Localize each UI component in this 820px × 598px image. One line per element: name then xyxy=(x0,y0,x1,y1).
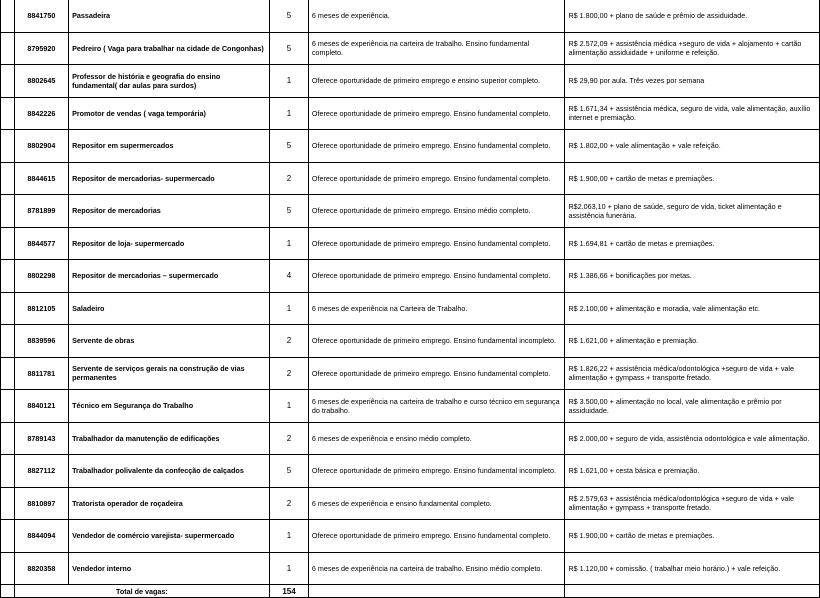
table-row xyxy=(1,260,820,293)
job-benefits: R$ 2.579,63 + assistência médica/odontológica +seguro de vida + vale alimentação + gympass + transporte fretado. xyxy=(565,487,820,520)
job-benefits: R$ 1.120,00 + comissão. ( trabalhar meio horário.) + vale refeição. xyxy=(565,552,820,585)
job-code: 8812105 xyxy=(14,292,68,325)
row-marker-cell xyxy=(1,520,15,553)
job-benefits: R$ 3.500,00 + alimentação no local, vale alimentação e prêmio por assiduidade. xyxy=(565,390,820,423)
row-marker-cell xyxy=(1,357,15,390)
job-benefits: R$ 2.572,09 + assistência médica +seguro de vida + alojamento + cartão alimentação assiduidade + uniforme e refeição. xyxy=(565,32,820,65)
table-row xyxy=(1,97,820,130)
job-code: 8795920 xyxy=(14,32,68,65)
job-requirements: Oferece oportunidade de primeiro emprego. Ensino fundamental completo. xyxy=(308,162,565,195)
total-row xyxy=(1,585,820,598)
table-row xyxy=(1,325,820,358)
job-requirements: Oferece oportunidade de primeiro emprego. Ensino fundamental completo. xyxy=(308,130,565,163)
job-requirements: Oferece oportunidade de primeiro emprego. Ensino fundamental completo. xyxy=(308,260,565,293)
job-code: 8839596 xyxy=(14,325,68,358)
job-benefits: R$ 2.100,00 + alimentação e moradia, vale alimentação etc. xyxy=(565,292,820,325)
table-row xyxy=(1,487,820,520)
job-requirements: Oferece oportunidade de primeiro emprego. Ensino fundamental completo. xyxy=(308,520,565,553)
table-row xyxy=(1,32,820,65)
job-title: Servente de obras xyxy=(69,325,270,358)
total-label: Total de vagas: xyxy=(14,585,270,598)
job-requirements: 6 meses de experiência na Carteira de Trabalho. xyxy=(308,292,565,325)
job-code: 8840121 xyxy=(14,390,68,423)
vacancy-count: 2 xyxy=(270,325,309,358)
job-title: Repositor de mercadorias- supermercado xyxy=(69,162,270,195)
job-title: Repositor de loja- supermercado xyxy=(69,227,270,260)
table-row xyxy=(1,357,820,390)
job-benefits: R$ 1.386,66 + bonificações por metas. xyxy=(565,260,820,293)
job-requirements: 6 meses de experiência na carteira de trabalho. Ensino médio completo. xyxy=(308,552,565,585)
vacancy-count: 4 xyxy=(270,260,309,293)
job-code: 8827112 xyxy=(14,455,68,488)
row-marker-cell xyxy=(1,195,15,228)
table-row xyxy=(1,227,820,260)
job-benefits: R$ 2.000,00 + seguro de vida, assistência odontológica e vale alimentação. xyxy=(565,422,820,455)
vacancy-count: 5 xyxy=(270,455,309,488)
job-benefits: R$ 1.900,00 + cartão de metas e premiações. xyxy=(565,520,820,553)
job-code: 8842226 xyxy=(14,97,68,130)
job-title: Vendedor interno xyxy=(69,552,270,585)
total-value: 154 xyxy=(270,585,309,598)
job-title: Repositor de mercadorias xyxy=(69,195,270,228)
job-benefits: R$ 1.621,00 + cesta básica e premiação. xyxy=(565,455,820,488)
job-title: Professor de história e geografia do ensino fundamental( dar aulas para surdos) xyxy=(69,65,270,98)
table-row xyxy=(1,455,820,488)
table-row xyxy=(1,292,820,325)
row-marker-cell xyxy=(1,130,15,163)
job-requirements: Oferece oportunidade de primeiro emprego. Ensino fundamental completo. xyxy=(308,227,565,260)
job-benefits: R$2.063,10 + plano de saúde, seguro de vida, ticket alimentação e assistência funerária. xyxy=(565,195,820,228)
row-marker-cell xyxy=(1,65,15,98)
vacancy-count: 1 xyxy=(270,97,309,130)
job-title: Repositor de mercadorias – supermercado xyxy=(69,260,270,293)
job-code: 8802298 xyxy=(14,260,68,293)
job-code: 8802645 xyxy=(14,65,68,98)
job-requirements: Oferece oportunidade de primeiro emprego e ensino superior completo. xyxy=(308,65,565,98)
job-code: 8811781 xyxy=(14,357,68,390)
table-body xyxy=(1,0,820,585)
job-title: Vendedor de comércio varejista- supermercado xyxy=(69,520,270,553)
table-row xyxy=(1,0,820,32)
table-row xyxy=(1,422,820,455)
table-row xyxy=(1,390,820,423)
total-row-cell-empty xyxy=(565,585,820,598)
job-title: Trabalhador da manutenção de edificações xyxy=(69,422,270,455)
job-benefits: R$ 1.802,00 + vale alimentação + vale refeição. xyxy=(565,130,820,163)
vacancy-count: 1 xyxy=(270,227,309,260)
row-marker-cell xyxy=(1,162,15,195)
vacancy-count: 2 xyxy=(270,357,309,390)
vacancy-count: 1 xyxy=(270,520,309,553)
table-row xyxy=(1,195,820,228)
vacancy-count: 5 xyxy=(270,0,309,32)
table-row xyxy=(1,162,820,195)
row-marker-cell xyxy=(1,455,15,488)
job-requirements: 6 meses de experiência e ensino fundamental completo. xyxy=(308,487,565,520)
row-marker-cell xyxy=(1,260,15,293)
job-benefits: R$ 1.800,00 + plano de saúde e prêmio de assiduidade. xyxy=(565,0,820,32)
job-title: Passadeira xyxy=(69,0,270,32)
vacancy-count: 2 xyxy=(270,422,309,455)
job-title: Tratorista operador de roçadeira xyxy=(69,487,270,520)
vacancy-count: 2 xyxy=(270,162,309,195)
job-code: 8844615 xyxy=(14,162,68,195)
job-title: Repositor em supermercados xyxy=(69,130,270,163)
table-row xyxy=(1,65,820,98)
row-marker-cell xyxy=(1,422,15,455)
job-title: Servente de serviços gerais na construção de vias permanentes xyxy=(69,357,270,390)
vacancy-count: 5 xyxy=(270,32,309,65)
job-requirements: 6 meses de experiência e ensino médio completo. xyxy=(308,422,565,455)
job-requirements: 6 meses de experiência. xyxy=(308,0,565,32)
job-title: Promotor de vendas ( vaga temporária) xyxy=(69,97,270,130)
job-benefits: R$ 1.900,00 + cartão de metas e premiações. xyxy=(565,162,820,195)
job-requirements: Oferece oportunidade de primeiro emprego. Ensino fundamental incompleto. xyxy=(308,325,565,358)
job-title: Saladeiro xyxy=(69,292,270,325)
job-title: Pedreiro ( Vaga para trabalhar na cidade de Congonhas) xyxy=(69,32,270,65)
total-row-cell-empty xyxy=(1,585,15,598)
job-requirements: Oferece oportunidade de primeiro emprego. Ensino fundamental completo. xyxy=(308,357,565,390)
job-benefits: R$ 1.826,22 + assistência médica/odontológica +seguro de vida + vale alimentação + gympass + transporte fretado. xyxy=(565,357,820,390)
job-requirements: Oferece oportunidade de primeiro emprego. Ensino médio completo. xyxy=(308,195,565,228)
job-code: 8802904 xyxy=(14,130,68,163)
job-title: Trabalhador polivalente da confecção de calçados xyxy=(69,455,270,488)
job-code: 8789143 xyxy=(14,422,68,455)
job-requirements: Oferece oportunidade de primeiro emprego. Ensino fundamental incompleto. xyxy=(308,455,565,488)
job-title: Técnico em Segurança do Trabalho xyxy=(69,390,270,423)
total-row-cell-empty xyxy=(308,585,565,598)
job-requirements: 6 meses de experiência na carteira de trabalho. Ensino fundamental completo. xyxy=(308,32,565,65)
job-benefits: R$ 29,90 por aula. Três vezes por semana xyxy=(565,65,820,98)
row-marker-cell xyxy=(1,487,15,520)
job-code: 8844577 xyxy=(14,227,68,260)
job-benefits: R$ 1.694,81 + cartão de metas e premiações. xyxy=(565,227,820,260)
vacancy-count: 5 xyxy=(270,195,309,228)
row-marker-cell xyxy=(1,32,15,65)
vacancy-count: 5 xyxy=(270,130,309,163)
job-code: 8820358 xyxy=(14,552,68,585)
job-code: 8810897 xyxy=(14,487,68,520)
row-marker-cell xyxy=(1,325,15,358)
job-code: 8781899 xyxy=(14,195,68,228)
vacancy-count: 2 xyxy=(270,487,309,520)
row-marker-cell xyxy=(1,292,15,325)
job-requirements: 6 meses de experiência na carteira de trabalho e curso técnico em segurança do trabalho. xyxy=(308,390,565,423)
table-row xyxy=(1,520,820,553)
job-benefits: R$ 1.671,34 + assistência médica, seguro de vida, vale alimentação, auxílio internet e premiação. xyxy=(565,97,820,130)
vacancy-count: 1 xyxy=(270,552,309,585)
row-marker-cell xyxy=(1,97,15,130)
vacancy-count: 1 xyxy=(270,292,309,325)
job-requirements: Oferece oportunidade de primeiro emprego. Ensino fundamental completo. xyxy=(308,97,565,130)
table-row xyxy=(1,130,820,163)
row-marker-cell xyxy=(1,390,15,423)
vacancy-count: 1 xyxy=(270,65,309,98)
vacancy-count: 1 xyxy=(270,390,309,423)
job-benefits: R$ 1.621,00 + alimentação e premiação. xyxy=(565,325,820,358)
job-code: 8844094 xyxy=(14,520,68,553)
job-code: 8841750 xyxy=(14,0,68,32)
row-marker-cell xyxy=(1,0,15,32)
row-marker-cell xyxy=(1,227,15,260)
